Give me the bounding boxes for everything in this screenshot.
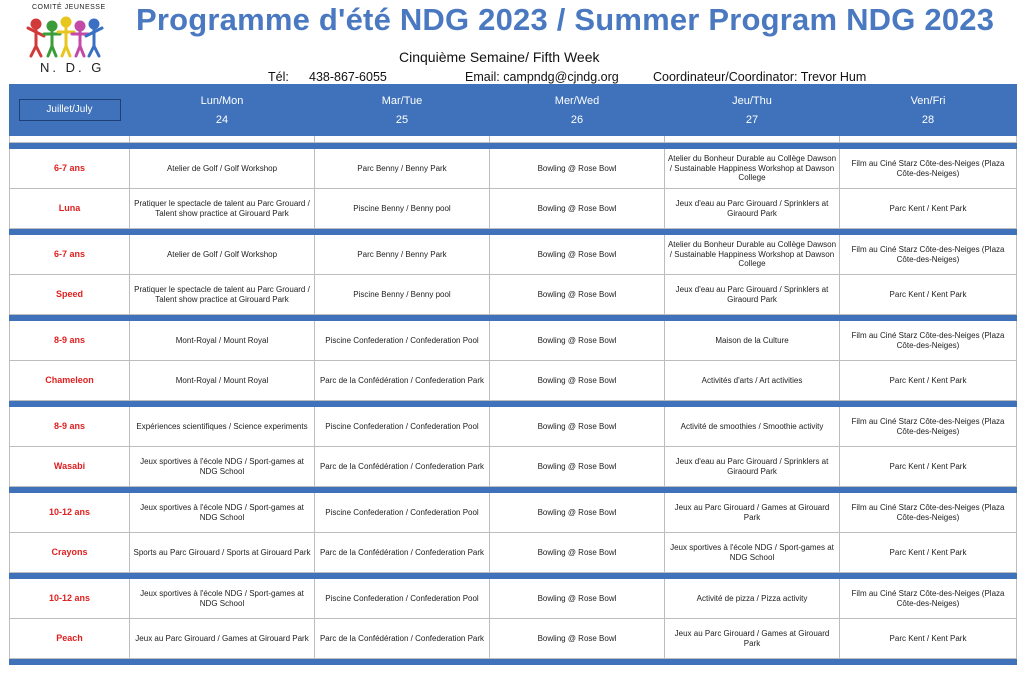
group-divider-row	[10, 659, 1017, 665]
activity-cell: Film au Ciné Starz Côte-des-Neiges (Plaza Côte-des-Neiges)	[840, 321, 1017, 361]
group-label: Luna	[10, 189, 130, 229]
day-date: 27	[745, 113, 759, 126]
activity-cell: Bowling @ Rose Bowl	[490, 275, 665, 315]
group-label: 10-12 ans	[10, 579, 130, 619]
activity-cell: Bowling @ Rose Bowl	[490, 533, 665, 573]
activity-cell: Pratiquer le spectacle de talent au Parc Grouard / Talent show practice at Girouard Park	[130, 275, 315, 315]
activity-cell: Bowling @ Rose Bowl	[490, 407, 665, 447]
schedule-table	[9, 84, 1017, 665]
activity-cell: Parc de la Confédération / Confederation Park	[315, 619, 490, 659]
day-date: 24	[215, 113, 229, 126]
table-row	[10, 189, 1017, 229]
activity-cell: Bowling @ Rose Bowl	[490, 361, 665, 401]
table-row	[10, 235, 1017, 275]
activity-cell: Bowling @ Rose Bowl	[490, 493, 665, 533]
activity-cell: Bowling @ Rose Bowl	[490, 619, 665, 659]
activity-cell: Jeux d'eau au Parc Girouard / Sprinklers at Giraourd Park	[665, 275, 840, 315]
logo-ndg-text: N. D. G	[40, 60, 105, 75]
week-subtitle: Cinquième Semaine/ Fifth Week	[399, 49, 600, 65]
spacer-cell	[840, 136, 1017, 143]
activity-cell: Atelier de Golf / Golf Workshop	[130, 235, 315, 275]
activity-cell: Sports au Parc Girouard / Sports at Girouard Park	[130, 533, 315, 573]
table-row	[10, 361, 1017, 401]
activity-cell: Bowling @ Rose Bowl	[490, 235, 665, 275]
coordinator: Coordinateur/Coordinator: Trevor Hum	[653, 70, 867, 84]
activity-cell: Bowling @ Rose Bowl	[490, 189, 665, 229]
activity-cell: Maison de la Culture	[665, 321, 840, 361]
page-title: Programme d'été NDG 2023 / Summer Program NDG 2023	[136, 2, 995, 37]
logo	[22, 4, 114, 76]
table-row	[10, 321, 1017, 361]
activity-cell: Film au Ciné Starz Côte-des-Neiges (Plaza Côte-des-Neiges)	[840, 493, 1017, 533]
activity-cell: Activité de smoothies / Smoothie activity	[665, 407, 840, 447]
day-header	[665, 85, 840, 136]
header-row	[10, 85, 1017, 136]
activity-cell: Mont-Royal / Mount Royal	[130, 361, 315, 401]
activity-cell: Bowling @ Rose Bowl	[490, 579, 665, 619]
month-label: Juillet/July	[19, 99, 121, 121]
activity-cell: Mont-Royal / Mount Royal	[130, 321, 315, 361]
spacer-cell	[130, 136, 315, 143]
activity-cell: Film au Ciné Starz Côte-des-Neiges (Plaza Côte-des-Neiges)	[840, 149, 1017, 189]
day-name: Mer/Wed	[554, 94, 600, 107]
email: Email: campndg@cjndg.org	[465, 70, 619, 84]
table-row	[10, 407, 1017, 447]
activity-cell: Parc Kent / Kent Park	[840, 189, 1017, 229]
spacer-cell	[665, 136, 840, 143]
day-name: Lun/Mon	[200, 94, 244, 107]
table-row	[10, 619, 1017, 659]
day-header	[315, 85, 490, 136]
spacer-cell	[490, 136, 665, 143]
tel-label: Tél:	[268, 70, 289, 84]
activity-cell: Jeux sportives à l'école NDG / Sport-games at NDG School	[130, 447, 315, 487]
activity-cell: Piscine Confederation / Confederation Pool	[315, 493, 490, 533]
activity-cell: Parc Kent / Kent Park	[840, 361, 1017, 401]
spacer-cell	[10, 136, 130, 143]
activity-cell: Bowling @ Rose Bowl	[490, 447, 665, 487]
group-label: 10-12 ans	[10, 493, 130, 533]
spacer-row	[10, 136, 1017, 143]
activity-cell: Jeux sportives à l'école NDG / Sport-games at NDG School	[665, 533, 840, 573]
activity-cell: Piscine Benny / Benny pool	[315, 275, 490, 315]
table-row	[10, 149, 1017, 189]
activity-cell: Atelier de Golf / Golf Workshop	[130, 149, 315, 189]
activity-cell: Parc Kent / Kent Park	[840, 275, 1017, 315]
tel-number: 438-867-6055	[309, 70, 387, 84]
group-label: 6-7 ans	[10, 235, 130, 275]
activity-cell: Parc Kent / Kent Park	[840, 533, 1017, 573]
activity-cell: Jeux sportives à l'école NDG / Sport-games at NDG School	[130, 493, 315, 533]
day-header	[130, 85, 315, 136]
group-label: Wasabi	[10, 447, 130, 487]
table-row	[10, 579, 1017, 619]
activity-cell: Jeux d'eau au Parc Girouard / Sprinklers at Giraourd Park	[665, 189, 840, 229]
day-date: 25	[395, 113, 409, 126]
group-divider-cell	[10, 659, 1017, 665]
activity-cell: Expériences scientifiques / Science experiments	[130, 407, 315, 447]
group-label: 8-9 ans	[10, 407, 130, 447]
activity-cell: Film au Ciné Starz Côte-des-Neiges (Plaza Côte-des-Neiges)	[840, 407, 1017, 447]
day-name: Ven/Fri	[910, 94, 946, 107]
activity-cell: Jeux au Parc Girouard / Games at Girouard Park	[665, 493, 840, 533]
day-name: Mar/Tue	[381, 94, 423, 107]
activity-cell: Film au Ciné Starz Côte-des-Neiges (Plaza Côte-des-Neiges)	[840, 579, 1017, 619]
activity-cell: Parc de la Confédération / Confederation Park	[315, 447, 490, 487]
activity-cell: Jeux au Parc Girouard / Games at Girouard Park	[665, 619, 840, 659]
month-cell	[10, 85, 130, 136]
activity-cell: Parc Kent / Kent Park	[840, 447, 1017, 487]
spacer-cell	[315, 136, 490, 143]
schedule-body	[10, 85, 1017, 665]
group-label: Chameleon	[10, 361, 130, 401]
activity-cell: Atelier du Bonheur Durable au Collège Dawson / Sustainable Happiness Workshop at Dawson College	[665, 235, 840, 275]
activity-cell: Parc Kent / Kent Park	[840, 619, 1017, 659]
activity-cell: Jeux d'eau au Parc Girouard / Sprinklers at Giraourd Park	[665, 447, 840, 487]
table-row	[10, 447, 1017, 487]
table-row	[10, 533, 1017, 573]
group-label: Crayons	[10, 533, 130, 573]
day-header	[490, 85, 665, 136]
activity-cell: Piscine Benny / Benny pool	[315, 189, 490, 229]
table-row	[10, 493, 1017, 533]
activity-cell: Activités d'arts / Art activities	[665, 361, 840, 401]
activity-cell: Activité de pizza / Pizza activity	[665, 579, 840, 619]
group-label: 6-7 ans	[10, 149, 130, 189]
activity-cell: Parc de la Confédération / Confederation Park	[315, 361, 490, 401]
day-name: Jeu/Thu	[732, 94, 772, 107]
activity-cell: Piscine Confederation / Confederation Pool	[315, 321, 490, 361]
group-label: 8-9 ans	[10, 321, 130, 361]
activity-cell: Jeux au Parc Girouard / Games at Girouard Park	[130, 619, 315, 659]
day-date: 26	[570, 113, 584, 126]
activity-cell: Parc de la Confédération / Confederation Park	[315, 533, 490, 573]
group-label: Speed	[10, 275, 130, 315]
activity-cell: Film au Ciné Starz Côte-des-Neiges (Plaza Côte-des-Neiges)	[840, 235, 1017, 275]
table-row	[10, 275, 1017, 315]
schedule-table-wrap	[9, 84, 1016, 684]
activity-cell: Parc Benny / Benny Park	[315, 235, 490, 275]
activity-cell: Bowling @ Rose Bowl	[490, 321, 665, 361]
activity-cell: Bowling @ Rose Bowl	[490, 149, 665, 189]
logo-top-text: COMITÉ JEUNESSE	[32, 4, 106, 11]
activity-cell: Pratiquer le spectacle de talent au Parc Grouard / Talent show practice at Girouard Park	[130, 189, 315, 229]
day-date: 28	[921, 113, 935, 126]
activity-cell: Atelier du Bonheur Durable au Collège Dawson / Sustainable Happiness Workshop at Dawson College	[665, 149, 840, 189]
group-label: Peach	[10, 619, 130, 659]
activity-cell: Jeux sportives à l'école NDG / Sport-games at NDG School	[130, 579, 315, 619]
activity-cell: Piscine Confederation / Confederation Pool	[315, 579, 490, 619]
activity-cell: Parc Benny / Benny Park	[315, 149, 490, 189]
children-figures-icon	[26, 14, 106, 60]
activity-cell: Piscine Confederation / Confederation Pool	[315, 407, 490, 447]
day-header	[840, 85, 1017, 136]
